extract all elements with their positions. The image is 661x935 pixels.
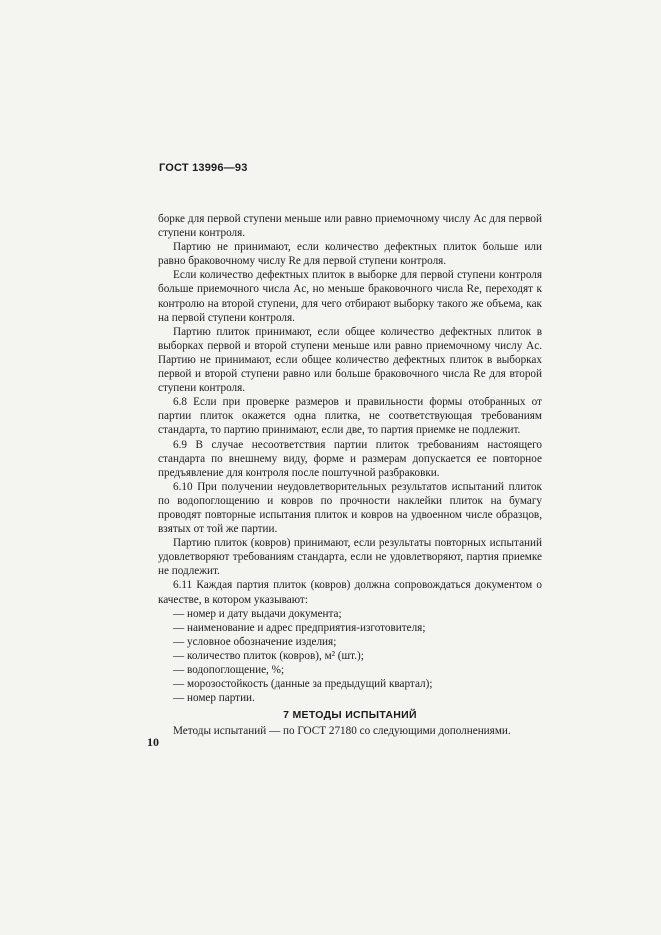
section-text: Методы испытаний — по ГОСТ 27180 со следующими дополнениями.: [173, 725, 511, 738]
page-number: 10: [147, 735, 159, 749]
section-title: 7 МЕТОДЫ ИСПЫТАНИЙ: [283, 709, 417, 722]
paragraph-second-stage-acceptance: Партию плиток принимают, если общее количество дефектных плиток в выборках первой и второй ступени меньше или равно приемочному числу Ac. Партию не принимают, если общее количество дефектных плиток в выборках первой и второй ступени равно или больше браковочного числа Re для второй ступени контроля.: [158, 325, 542, 395]
list-item: — водопоглощение, %;: [173, 664, 285, 676]
list-item: — количество плиток (ковров), м² (шт.);: [173, 649, 364, 662]
paragraph-6-9: 6.9 В случае несоответствия партии плиток требованиям настоящего стандарта по внешнему виду, форме и размерам допускается ее повторное предъявление для контроля после поштучной разбраковки.: [158, 438, 542, 479]
list-item: — условное обозначение изделия;: [173, 635, 337, 648]
paragraph-6-10: 6.10 При получении неудовлетворительных результатов испытаний плиток по водопоглощению и ковров по прочности наклейки плиток на бумагу проводят повторные испытания плиток и ковров на удвоенном числе образцов, взятых от той же партии.: [158, 480, 542, 536]
quality-document-list: [158, 607, 542, 706]
list-item: — наименование и адрес предприятия-изготовителя;: [173, 621, 426, 634]
paragraph-6-8: 6.8 Если при проверке размеров и правильности формы отобранных от партии плиток окажется одна плитка, не соответствующая требованиям стандарта, то партию принимают, если две, то партия приемке не подлежит.: [158, 396, 542, 437]
paragraph-repeat-tests: Партию плиток (ковров) принимают, если результаты повторных испытаний удовлетворяют требованиям стандарта, если не удовлетворяют, партия приемке не подлежит.: [158, 537, 542, 578]
paragraph-second-stage-transition: Если количество дефектных плиток в выборке для первой ступени контроля больше приемочного числа Ac, но меньше браковочного числа Re, переходят к контролю на второй ступени, для чего отбирают выборку такого же объема, как на первой ступени контроля.: [158, 269, 542, 324]
document-body: [158, 212, 542, 738]
paragraph-ac-first-stage: борке для первой ступени меньше или равно приемочному числу Ac для первой ступени контроля.: [158, 213, 542, 240]
paragraph-6-11: 6.11 Каждая партия плиток (ковров) должна сопровождаться документом о качестве, в котором указывают:: [158, 579, 542, 606]
list-item: — номер партии.: [173, 692, 255, 705]
list-item: — номер и дату выдачи документа;: [173, 607, 342, 620]
document-code-header: ГОСТ 13996—93: [159, 162, 248, 174]
list-item: — морозостойкость (данные за предыдущий квартал);: [173, 678, 433, 691]
paragraph-reject-first-stage: Партию не принимают, если количество дефектных плиток больше или равно браковочному числу Re для первой ступени контроля.: [158, 241, 542, 268]
